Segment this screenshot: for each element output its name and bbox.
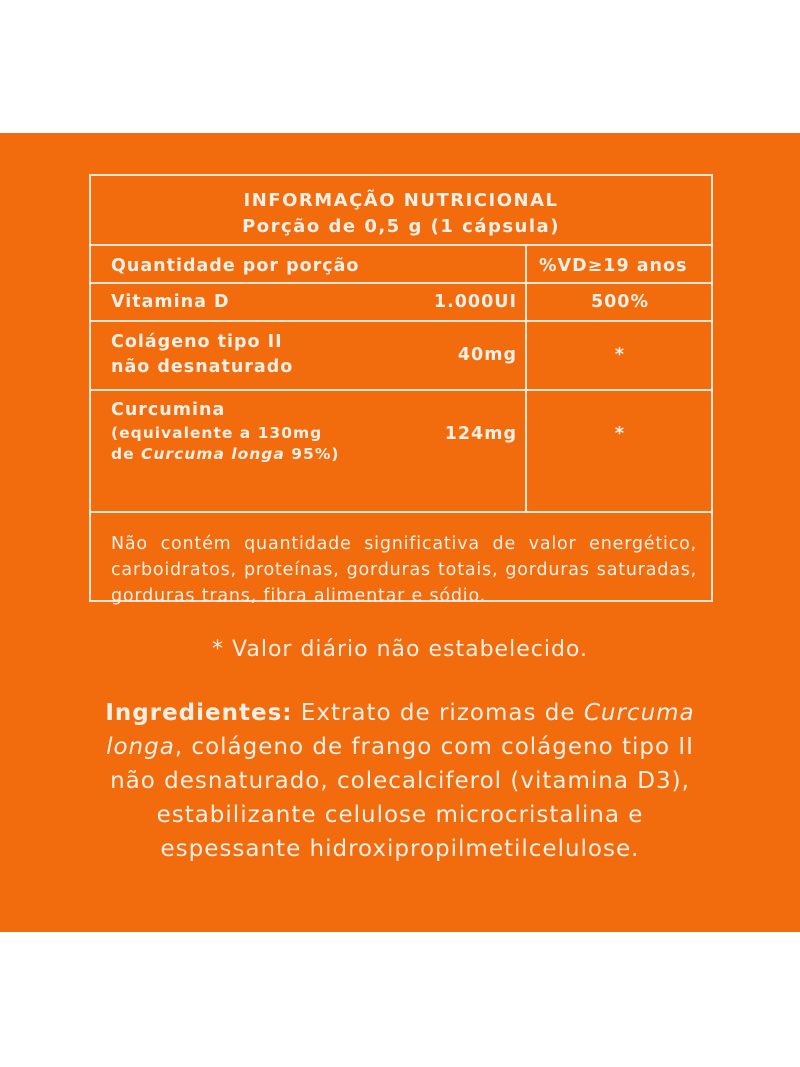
divider [91,389,711,391]
ingredients-part1: Extrato de rizomas de [292,700,584,726]
portion-size: Porção de 0,5 g (1 cápsula) [242,216,560,237]
curcumin-equivalent-line2 [111,444,339,464]
collagen-vd: * [614,345,626,365]
divider [91,244,711,246]
curcumin-sub-prefix: de [111,445,142,463]
vitamin-d-name: Vitamina D [111,292,230,312]
collagen-name-line1: Colágeno tipo II [111,332,283,352]
quantity-header: Quantidade por porção [111,256,360,276]
column-divider [525,244,527,511]
ingredients-part2: , colágeno de frango com colágeno tipo II não desnaturado, colecalciferol (vitamina D3), estabilizante celulose microcristalina e espessante hidroxipropilmetilcelulose. [110,734,694,862]
curcumin-vd: * [614,424,626,444]
curcumin-name: Curcumina [111,400,226,420]
curcumin-amount: 124mg [444,424,517,444]
orange-label-panel [0,133,800,932]
divider [91,282,711,284]
ingredients-label: Ingredientes: [105,700,293,726]
divider [91,320,711,322]
ingredients-text [90,696,710,866]
vd-header: %VD≥19 anos [539,256,688,276]
curcumin-equivalent-line1: (equivalente a 130mg [111,424,323,442]
nutrition-facts-table [89,174,713,606]
divider [91,511,711,513]
collagen-name-line2: não desnaturado [111,357,294,377]
footnote: * Valor diário não estabelecido. [212,637,588,662]
vitamin-d-vd: 500% [590,292,650,312]
ingredients-italic: Curcuma longa [106,700,695,760]
table-note: Não contém quantidade significativa de valor energético, carboidratos, proteínas, gorduras totais, gorduras saturadas, gorduras trans, fibra alimentar e sódio. [111,534,697,606]
vitamin-d-amount: 1.000UI [433,292,517,312]
table-title: INFORMAÇÃO NUTRICIONAL [243,190,559,211]
curcumin-sub-suffix: 95%) [284,445,340,463]
curcuma-longa-italic: Curcuma longa [141,445,285,463]
collagen-amount: 40mg [457,345,517,365]
